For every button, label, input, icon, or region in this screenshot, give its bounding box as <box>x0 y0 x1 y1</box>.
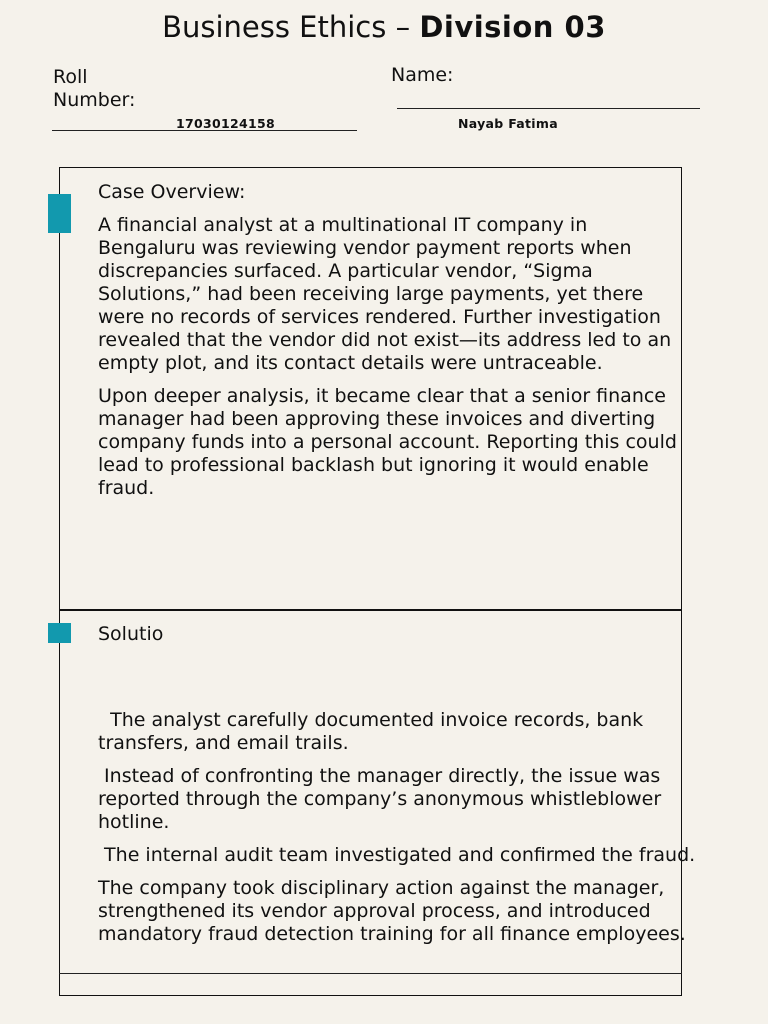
case-paragraph: Upon deeper analysis, it became clear that a senior finance manager had been approving these invoices and diverting company funds into a personal account. Reporting this could lead to professional backlash but ignoring it would enable fraud. <box>98 385 683 499</box>
roll-label-line2: Number: <box>53 89 136 111</box>
solution-inner-divider <box>59 973 682 974</box>
solution-body <box>98 709 698 956</box>
roll-label-line1: Roll <box>53 66 88 88</box>
title-regular: Business Ethics – <box>162 10 420 44</box>
case-overview-marker <box>48 194 71 233</box>
roll-number-label <box>53 66 135 112</box>
solution-heading: Solutio <box>98 623 164 645</box>
case-overview-body <box>98 214 688 510</box>
solution-marker <box>48 623 71 643</box>
roll-number-underline <box>52 130 357 131</box>
roll-number-value: 17030124158 <box>176 116 275 131</box>
name-underline <box>397 108 700 109</box>
title-bold: Division 03 <box>419 10 606 44</box>
case-paragraph: A financial analyst at a multinational IT company in Bengaluru was reviewing vendor payment reports when discrepancies surfaced. A particular vendor, “Sigma Solutions,” had been receiving large payments, yet there were no records of services rendered. Further investigation revealed that the vendor did not exist—its address led to an empty plot, and its contact details were untraceable. <box>98 214 678 374</box>
case-overview-heading: Case Overview: <box>98 181 246 203</box>
solution-paragraph: The internal audit team investigated and confirmed the fraud. <box>98 844 696 866</box>
name-label: Name: <box>391 64 454 86</box>
name-value: Nayab Fatima <box>458 116 558 131</box>
solution-paragraph: Instead of confronting the manager directly, the issue was reported through the company’s anonymous whistleblower hotline. <box>98 765 668 833</box>
solution-paragraph: The company took disciplinary action against the manager, strengthened its vendor approval process, and introduced mandatory fraud detection training for all finance employees. <box>98 877 686 945</box>
solution-paragraph: The analyst carefully documented invoice records, bank transfers, and email trails. <box>98 709 650 754</box>
document-title <box>0 10 768 44</box>
